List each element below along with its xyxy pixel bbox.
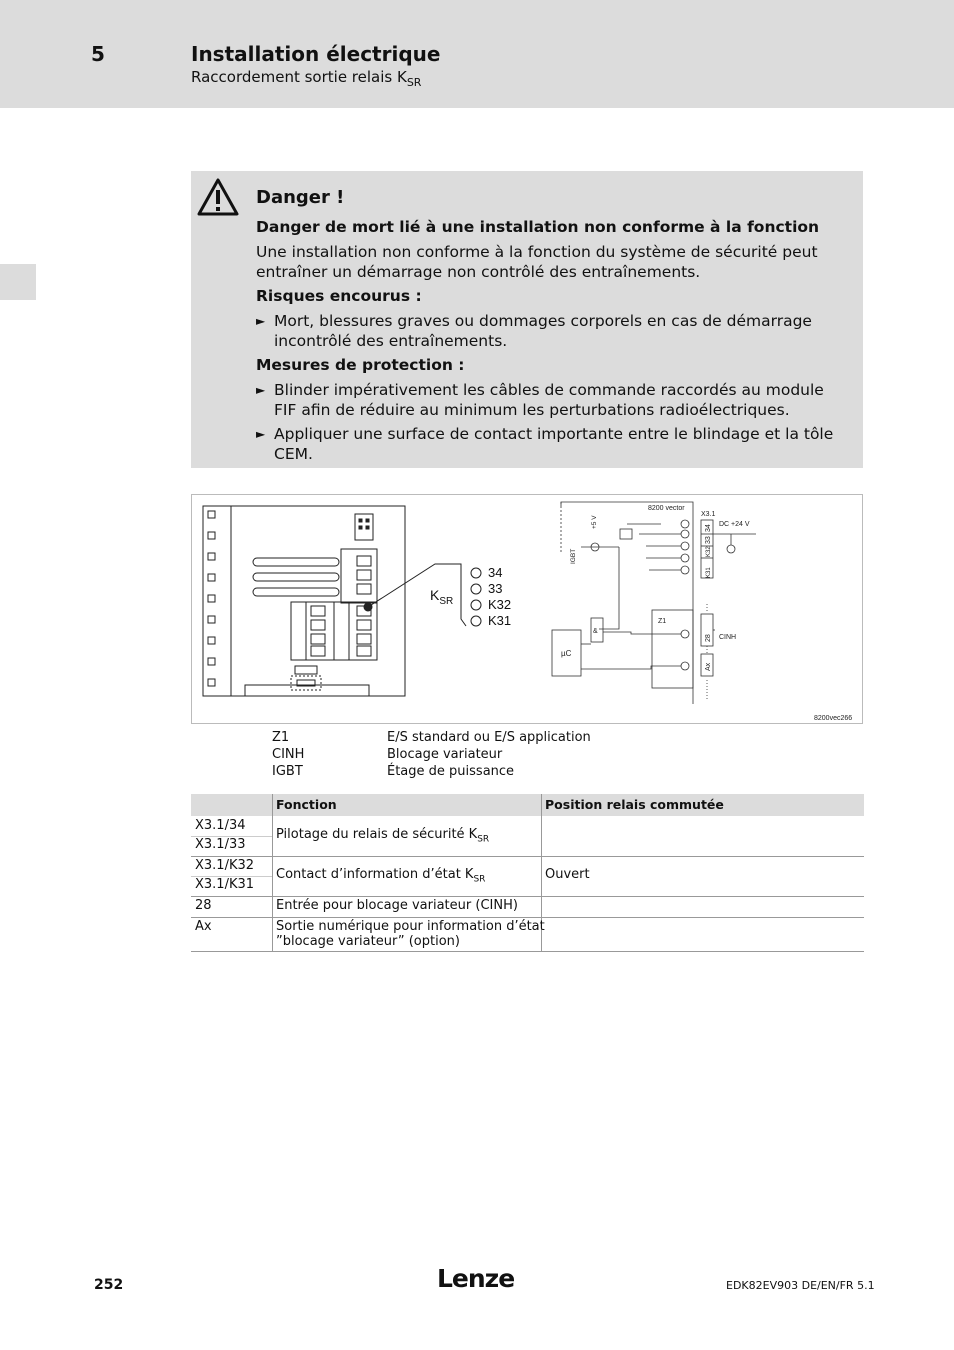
- position-cell: Ouvert: [545, 867, 590, 882]
- ksr-label: $K_{SR}$: [430, 587, 454, 607]
- measures-label: Mesures de protection :: [256, 356, 465, 374]
- table-rule: [191, 876, 272, 877]
- measure-item: [256, 424, 846, 464]
- lenze-logo: Lenze: [437, 1264, 515, 1293]
- table-rule: [191, 856, 864, 857]
- terminal-label: 34: [488, 565, 503, 580]
- vertical-terminal-label: K31: [706, 567, 712, 578]
- terminal-cell: X3.1/33: [195, 837, 246, 852]
- terminal-cell: 28: [195, 898, 212, 913]
- relay-function-table: [191, 794, 864, 954]
- terminal-cell: X3.1/K31: [195, 877, 255, 892]
- function-cell: Pilotage du relais de sécurité $K_{SR}$: [276, 827, 490, 845]
- bullet-arrow-icon: ►: [256, 427, 266, 441]
- terminal-label: 33: [488, 581, 503, 596]
- vertical-terminal-label: K32: [706, 546, 712, 557]
- figure-code: 8200vec266: [814, 715, 853, 722]
- function-cell: Contact d’information d’état $K_{SR}$: [276, 867, 486, 885]
- legend-value: E/S standard ou E/S application: [387, 730, 591, 745]
- risks-label: Risques encourus :: [256, 287, 422, 305]
- relay-wiring-diagram: [191, 494, 863, 724]
- table-header-row: [191, 794, 864, 816]
- legend-value: Étage de puissance: [387, 764, 515, 779]
- terminal-label: K32: [488, 597, 512, 612]
- device-label: 8200 vector: [648, 505, 685, 512]
- measure-item-text: Appliquer une surface de contact importante entre le blindage et la tôle CEM.: [274, 425, 834, 463]
- terminal-cell: X3.1/K32: [195, 858, 255, 873]
- terminal-cell: Ax: [195, 919, 212, 934]
- igbt-label: IGBT: [570, 548, 577, 564]
- chapter-subtitle-sub: SR: [406, 76, 422, 89]
- z1-label: Z1: [658, 618, 667, 625]
- terminal-28-label: 28: [705, 634, 712, 642]
- chapter-number: 5: [91, 42, 105, 66]
- function-cell: Sortie numérique pour information d’état: [276, 919, 545, 934]
- measure-item-text: Blinder impérativement les câbles de commande raccordés au module FIF afin de réduire au minimum les perturbations radioélectriques.: [274, 381, 824, 419]
- dc-label: DC +24 V: [719, 521, 750, 528]
- vertical-terminal-label: 33: [705, 536, 712, 544]
- function-cell: Entrée pour blocage variateur (CINH): [276, 898, 518, 913]
- bullet-arrow-icon: ►: [256, 314, 266, 328]
- and-label: &: [593, 628, 598, 635]
- side-tab-marker: [0, 264, 36, 300]
- terminal-coil-icons: [471, 568, 481, 626]
- table-header-cell: Position relais commutée: [545, 797, 724, 812]
- terminal-ax-label: Ax: [705, 662, 712, 671]
- table-header-cell: Fonction: [276, 797, 337, 812]
- v5-label: +5 V: [591, 515, 598, 529]
- danger-title: Danger !: [256, 187, 345, 208]
- schematic: [552, 502, 756, 704]
- risk-item: [256, 311, 846, 351]
- document-code: EDK82EV903 DE/EN/FR 5.1: [726, 1279, 875, 1292]
- table-rule: [191, 951, 864, 952]
- terminal-label: K31: [488, 613, 512, 628]
- header-band: [0, 0, 954, 108]
- danger-intro: Une installation non conforme à la fonction du système de sécurité peut entraîner un démarrage non contrôlé des entraînements.: [256, 243, 818, 281]
- cinh-label: CINH: [719, 634, 737, 641]
- chapter-subtitle-text: Raccordement sortie relais K: [191, 68, 407, 86]
- uc-label: µC: [561, 649, 572, 658]
- vertical-terminal-label: 34: [705, 524, 712, 532]
- danger-heading: Danger de mort lié à une installation non conforme à la fonction: [256, 218, 820, 236]
- chapter-subtitle: [191, 68, 421, 89]
- warning-triangle-icon: [196, 177, 240, 217]
- legend-key: CINH: [272, 747, 305, 762]
- page-number: 252: [94, 1277, 124, 1293]
- table-rule: [191, 917, 864, 918]
- bullet-arrow-icon: ►: [256, 383, 266, 397]
- table-rule: [191, 896, 864, 897]
- chapter-title: Installation électrique: [191, 42, 441, 66]
- x31-label: X3.1: [701, 511, 716, 518]
- device-drawing: [203, 506, 466, 696]
- legend-value: Blocage variateur: [387, 747, 503, 762]
- measure-item: [256, 380, 846, 420]
- table-rule: [191, 836, 272, 837]
- terminal-cell: X3.1/34: [195, 818, 246, 833]
- function-cell: ”blocage variateur” (option): [276, 934, 460, 949]
- legend-key: Z1: [272, 730, 290, 745]
- risk-item-text: Mort, blessures graves ou dommages corporels en cas de démarrage incontrôlé des entraînements.: [274, 312, 812, 350]
- legend-key: IGBT: [272, 764, 303, 779]
